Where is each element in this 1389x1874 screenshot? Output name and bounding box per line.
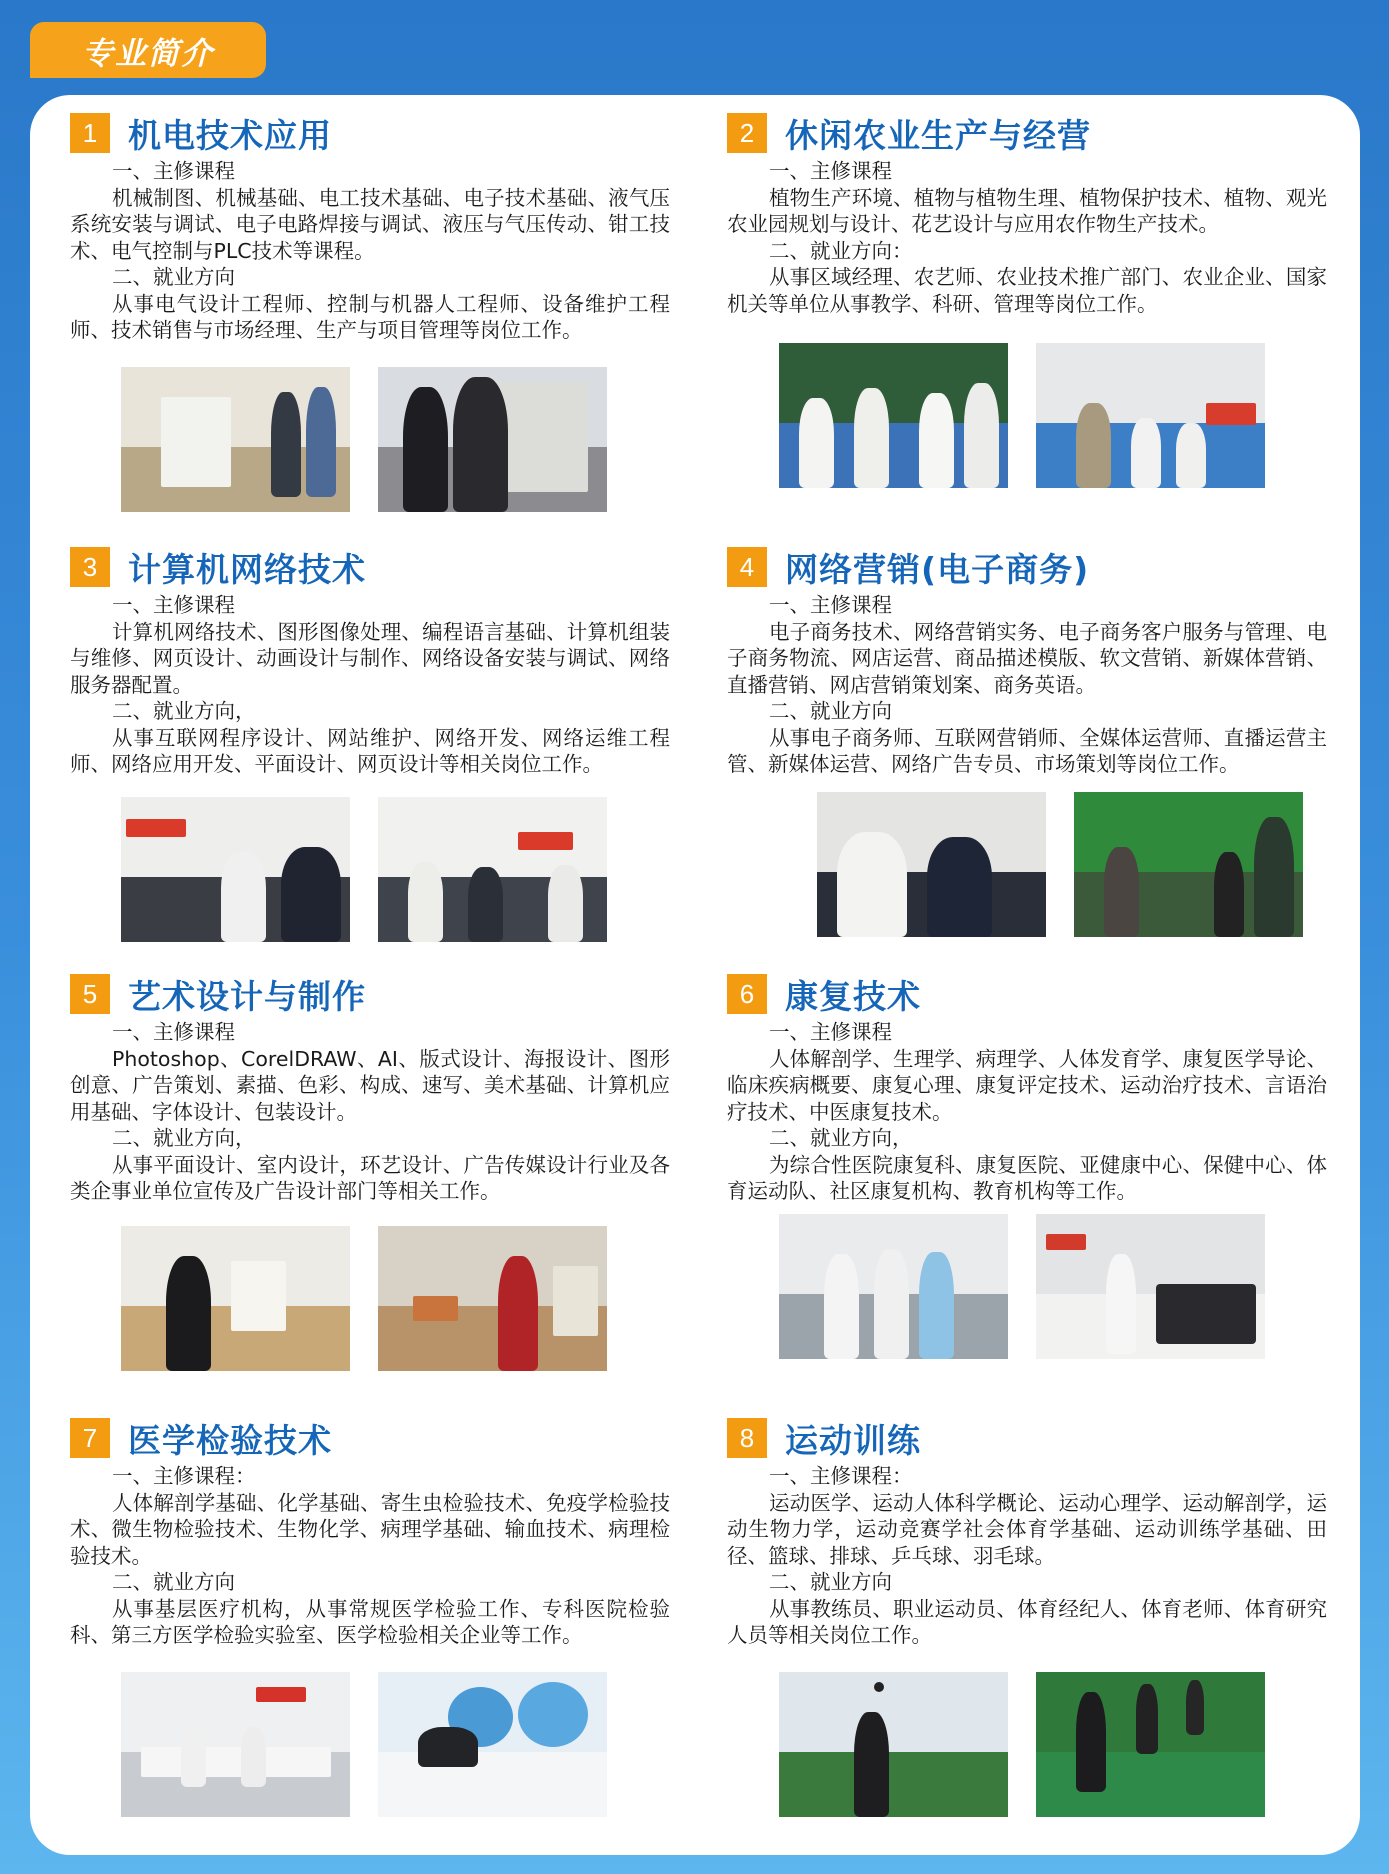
job-heading: 二、就业方向 (769, 1570, 892, 1594)
course-heading: 一、主修课程： (112, 1464, 256, 1488)
course-heading: 一、主修课程 (112, 593, 235, 617)
course-text: 运动医学、运动人体科学概论、运动心理学、运动解剖学，运动生物力学，运动竞赛学社会体育学基础、运动训练学基础、田径、篮球、排球、乒乓球、羽毛球。 (727, 1490, 1327, 1568)
major-title: 休闲农业生产与经营 (785, 115, 1091, 155)
major-number: 6 (727, 974, 767, 1014)
major-6 (727, 973, 1327, 1205)
major-title: 医学检验技术 (128, 1420, 332, 1460)
major-1 (70, 112, 670, 344)
job-text: 从事电气设计工程师、控制与机器人工程师、设备维护工程师、技术销售与市场经理、生产与项目管理等岗位工作。 (70, 291, 670, 342)
course-heading: 一、主修课程 (769, 1020, 892, 1044)
photo-computer-lab (121, 797, 350, 942)
major-8 (727, 1417, 1327, 1649)
course-heading: 一、主修课程： (769, 1464, 913, 1488)
photo-computer-class (378, 797, 607, 942)
major-number: 7 (70, 1418, 110, 1458)
job-text: 从事教练员、职业运动员、体育经纪人、体育老师、体育研究人员等相关岗位工作。 (727, 1596, 1327, 1647)
course-text: 植物生产环境、植物与植物生理、植物保护技术、植物、观光农业园规划与设计、花艺设计与应用农作物生产技术。 (727, 185, 1327, 236)
course-heading: 一、主修课程 (112, 1020, 235, 1044)
job-text: 为综合性医院康复科、康复医院、亚健康中心、保健中心、体育运动队、社区康复机构、教育机构等工作。 (727, 1152, 1327, 1203)
major-8-photos (779, 1672, 1293, 1817)
course-text: 机械制图、机械基础、电工技术基础、电子技术基础、液气压系统安装与调试、电子电路焊接与调试、液压与气压传动、钳工技术、电气控制与PLC技术等课程。 (70, 185, 670, 263)
course-heading: 一、主修课程 (769, 159, 892, 183)
major-title: 康复技术 (785, 976, 921, 1016)
job-text: 从事区域经理、农艺师、农业技术推广部门、农业企业、国家机关等单位从事教学、科研、管理等岗位工作。 (727, 265, 1327, 316)
photo-medical-lab (121, 1672, 350, 1817)
course-text: 人体解剖学基础、化学基础、寄生虫检验技术、免疫学检验技术、微生物检验技术、生物化学、病理学基础、输血技术、病理检验技术。 (70, 1490, 670, 1568)
job-heading: 二、就业方向 (112, 1570, 235, 1594)
major-7 (70, 1417, 670, 1649)
major-7-photos (121, 1672, 635, 1817)
photo-track-running (1036, 1672, 1265, 1817)
photo-shot-put (779, 1672, 1008, 1817)
job-heading: 二、就业方向 (112, 265, 235, 289)
major-title: 艺术设计与制作 (128, 976, 366, 1016)
photo-ecommerce-lab (817, 792, 1046, 937)
major-number: 1 (70, 113, 110, 153)
major-6-photos (779, 1214, 1293, 1359)
course-text: 计算机网络技术、图形图像处理、编程语言基础、计算机组装与维修、网页设计、动画设计与制作、网络设备安装与调试、网络服务器配置。 (70, 619, 670, 697)
course-text: Photoshop、CorelDRAW、AI、版式设计、海报设计、图形创意、广告策划、素描、色彩、构成、速写、美术基础、计算机应用基础、字体设计、包装设计。 (70, 1046, 670, 1124)
major-title: 网络营销(电子商务) (785, 549, 1090, 589)
course-heading: 一、主修课程 (769, 593, 892, 617)
photo-microscope-students (378, 1672, 607, 1817)
major-title: 计算机网络技术 (128, 549, 366, 589)
photo-art-class (378, 1226, 607, 1371)
job-heading: 二、就业方向， (112, 699, 256, 723)
major-1-photos (121, 367, 635, 512)
photo-live-streaming (1074, 792, 1303, 937)
course-heading: 一、主修课程 (112, 159, 235, 183)
major-number: 5 (70, 974, 110, 1014)
job-heading: 二、就业方向 (769, 699, 892, 723)
photo-lab-equipment (121, 367, 350, 512)
major-3-photos (121, 797, 635, 942)
job-heading: 二、就业方向： (769, 238, 913, 263)
major-4-photos (817, 792, 1331, 937)
header-title: 专业简介 (82, 35, 214, 72)
major-5 (70, 973, 670, 1205)
major-number: 4 (727, 547, 767, 587)
major-title: 运动训练 (785, 1420, 921, 1460)
major-number: 2 (727, 113, 767, 153)
major-2-photos (779, 343, 1293, 488)
major-2 (727, 112, 1327, 317)
major-title: 机电技术应用 (128, 115, 332, 155)
job-text: 从事平面设计、室内设计，环艺设计、广告传媒设计行业及各类企事业单位宣传及广告设计部门等相关工作。 (70, 1152, 670, 1203)
photo-electrical-training (378, 367, 607, 512)
job-heading: 二、就业方向， (112, 1126, 256, 1150)
photo-sketching-studio (121, 1226, 350, 1371)
photo-agri-lab (1036, 343, 1265, 488)
job-text: 从事基层医疗机构，从事常规医学检验工作、专科医院检验科、第三方医学检验实验室、医学检验相关企业等工作。 (70, 1596, 670, 1647)
major-3 (70, 546, 670, 778)
section-header-tab (30, 22, 266, 78)
major-number: 8 (727, 1418, 767, 1458)
photo-rehab-practice (779, 1214, 1008, 1359)
course-text: 电子商务技术、网络营销实务、电子商务客户服务与管理、电子商务物流、网店运营、商品描述模版、软文营销、新媒体营销、直播营销、网店营销策划案、商务英语。 (727, 619, 1327, 697)
photo-rehab-lecture (1036, 1214, 1265, 1359)
major-5-photos (121, 1226, 635, 1371)
job-heading: 二、就业方向， (769, 1126, 913, 1150)
job-text: 从事电子商务师、互联网营销师、全媒体运营师、直播运营主管、新媒体运营、网络广告专员、市场策划等岗位工作。 (727, 725, 1327, 776)
major-number: 3 (70, 547, 110, 587)
job-text: 从事互联网程序设计、网站维护、网络开发、网络运维工程师、网络应用开发、平面设计、网页设计等相关岗位工作。 (70, 725, 670, 776)
photo-agri-classroom (779, 343, 1008, 488)
course-text: 人体解剖学、生理学、病理学、人体发育学、康复医学导论、临床疾病概要、康复心理、康复评定技术、运动治疗技术、言语治疗技术、中医康复技术。 (727, 1046, 1327, 1124)
major-4 (727, 546, 1327, 778)
